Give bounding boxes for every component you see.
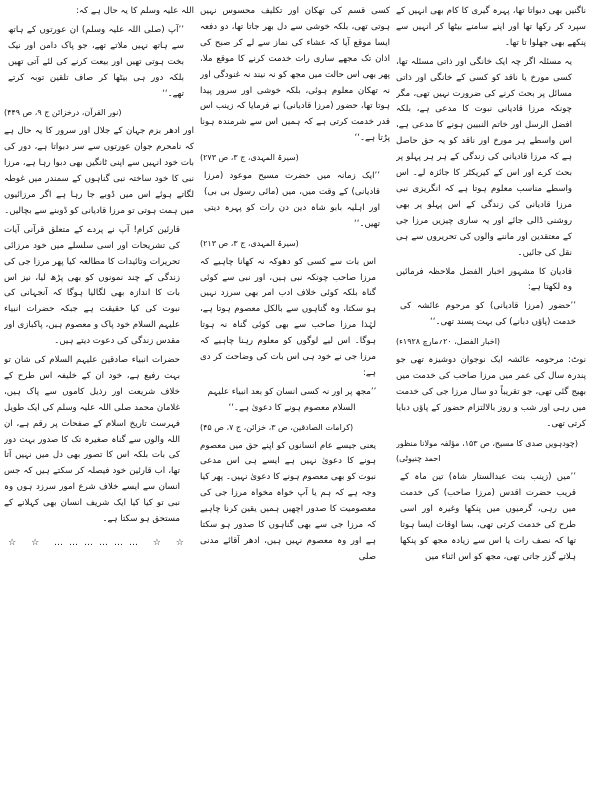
paragraph: یعنی جیسے عام انسانوں کو اپنے حق میں معصوم ہونے کا دعویٰ نہیں ہے ایسے ہی اس مدعی نبوت کو بھی معصوم ہونے کا دعویٰ نہیں۔ پھر کیا وجہ ہے کہ ہم یا آپ خواہ مخواہ مرزا جی کی معصومیت کا صدور اچھیں ہمیں یقین کرنا چاہیے کہ مرزا جی سے بھی گناہوں کا صدور ہو سکتا ہے اور وہ معصوم نہیں ہیں، ادھر آقائے مدنی صلی — [200, 440, 376, 562]
paragraph: اور ادھر بزم جہان کے جلال اور سرور کا یہ حال ہے کہ نامحرم جوان عورتوں سے سر دبواتا ہے، دور کی بات خود انہیں سے اپنی ٹانگیں بھی دبوا رہا ہے، مرزا نبی کا خود ساختہ نبی گناہوں کے سمندر میں غوطہ لگاتے ہوئے اس میں ڈوبے جا رہا ہے اگر مرزائیوں میں ہمت ہوتی تو مرزا قادیانی کو ڈوبنے سے بچالیں۔ — [4, 126, 194, 216]
column-right — [396, 4, 586, 781]
paragraph: حضرات انبیاء صادقین علیہم السلام کی شان تو بہت رفیع ہے، خود ان کے خلیفہ اس طرح کے خلاف شریعت اور رذیل کاموں سے پاک ہیں، غلامان محمد صلی اللہ علیہ وسلم کی ایک طویل فہرست تاریخ اسلام کے صفحات پر رقم ہے، ان اللہ والوں سے گناہ صغیرہ تک کا صدور بہت دور کی بات بلکہ اس کا تصور بھی دل میں نہیں آتا تھا، اب قارئین خود فیصلہ کر سکتے ہیں کہ جس انسان سے ایسے خلاف شرع امور سرزد ہوں وہ نبی تو کیا کیا ایک شریف انسان بھی کہلانے کے مستحق ہو سکتا ہے۔ — [4, 355, 180, 525]
quotation: ’’ایک زمانہ میں حضرت مسیح موعود (مرزا قادیانی) کے وقت میں، میں (مائی رسول بی بی) اور اہلیہ بابو شاہ دین دن رات کو پہرہ دیتی تھیں۔‘‘ — [204, 171, 380, 229]
reference: (سیرۃ المہدی، ج ۳، ص ۲۱۳) — [200, 238, 299, 248]
column-middle — [200, 4, 390, 781]
quotation: ’’آپ (صلی اللہ علیہ وسلم) ان عورتوں کے ہاتھ سے ہاتھ نہیں ملاتے تھے، جو پاک دامن اور نیک بخت ہوتی تھیں اور بیعت کرنے کی لئے آتی تھیں بلکہ دور ہی بیٹھا کر صاف تلقین توبہ کرتے تھے۔‘‘ — [8, 24, 184, 99]
quotation: ’’مجھ پر اور نہ کسی انسان کو بعد انبیاء علیہم السلام معصوم ہونے کا دعویٰ ہے۔‘‘ — [207, 386, 377, 413]
reference: (اخبار الفضل، ۲۰؍مارچ ۱۹۲۸ء) — [396, 337, 501, 347]
reference: (سیرۃ المہدی، ج ۳، ص ۲۷۳) — [200, 153, 299, 163]
quotation: ’’میں (زینب بنت عبدالستار شاہ) تین ماہ کے قریب حضرت اقدس (مرزا صاحب) کی خدمت میں رہی، گرمیوں میں پنکھا وغیرہ اور اسی طرح کی خدمت کرتی تھی، بسا اوقات ایسا ہوتا تھا کہ نصف رات یا اس سے زیادہ مجھ کو پنکھا ہلاتے گزر جاتی تھی، مجھ کو اس اثناء میں — [400, 472, 576, 562]
reference: (کرامات الصادقین، ص ۳، خزائن، ج ۷، ص ۴۵) — [200, 422, 354, 432]
quotation: ’’حضور (مرزا قادیانی) کو مرحوم عائشہ کی خدمت (پاؤں دبانے) کی بہت پسند تھی۔‘‘ — [400, 301, 576, 328]
paragraph: قارئین کرام! آپ نے پردے کے متعلق قرآنی آیات کی تشریحات اور اسی سلسلے میں خود مرزائی تحریرات وتائیدات کا مطالعہ کیا پھر مرزا جی کی زندگی کے چند نمونوں کو بھی پڑھ لیا، نیز اس بات کا اندازہ بھی لگالیا ہوگا کہ آنجہانی کی نبوت کی کیا حقیقت ہے جبکہ حضرات انبیاء علیہم السلام خود پاک و معصوم ہیں، پاکبازی اور مقدس زندگی کی دعوت دیتے ہیں۔ — [4, 224, 180, 347]
paragraph: قادیان کا مشہور اخبار الفضل ملاحظہ فرمائیں وہ لکھتا ہے: — [396, 266, 572, 293]
column-left — [4, 4, 194, 781]
reference: (نور القرآن، درخزائن ج ۹، ص ۴۴۹) — [4, 108, 122, 118]
paragraph: کسی قسم کی تھکان اور تکلیف محسوس نہیں ہوتی تھی، بلکہ خوشی سے دل بھر جاتا تھا، دو دفعہ ایسا موقع آیا کہ عشاء کی نماز سے لے کر صبح کی اذان تک مجھے ساری رات خدمت کرنے کا موقع ملا، پھر بھی اس حالت میں مجھ کو نہ نیند نہ غنودگی اور نہ تھکان معلوم ہوئی، بلکہ خوشی اور سرور پیدا ہوتا تھا، حضور (مرزا قادیانی) نے فرمایا کہ زینب اس قدر خدمت کرتی ہے کہ ہمیں اس سے شرمندہ ہونا پڑتا ہے۔‘‘ — [200, 6, 390, 144]
section-end-stars: ☆ ☆ ……………… ☆ ☆ — [8, 538, 190, 548]
paragraph: ناگنیں بھی دبواتا تھا، پہرہ گیری کا کام بھی انہیں کے سپرد کر رکھا تھا اور اپنے سامنے بیٹھا کر انہیں سے پنکھے بھی جھلوا تا تھا۔ — [396, 6, 586, 48]
reference: (چودہویں صدی کا مسیح، ص ۱۵۳، مؤلفہ مولانا منظور احمد چنیوٹی) — [396, 438, 578, 464]
paragraph: اس بات سے کسی کو دھوکہ نہ کھانا چاہیے کہ مرزا صاحب چونکہ نبی ہیں، اور نبی سے کوئی گناہ بلکہ کوئی خلاف ادب امر بھی سرزد نہیں ہو سکتا، وہ گناہوں سے بالکل معصوم ہوتا ہے، لہٰذا مرزا صاحب سے بھی کوئی گناہ نہ ہوتا ہوگا۔ اس لیے لوگوں کو معلوم رہنا چاہیے کہ مرزا جی نے خود ہی اس بات کی وضاحت کر دی ہے: — [200, 256, 376, 378]
paragraph: اللہ علیہ وسلم کا یہ حال ہے کہ: — [76, 6, 194, 16]
paragraph: یہ مسئلہ اگر چہ ایک خانگی اور ذاتی مسئلہ تھا، کسی مورخ یا ناقد کو کسی کے خانگی اور ذاتی مسائل پر بحث کرنے کی ضرورت نہیں تھی، مگر چونکہ مرزا قادیانی نبوت کا مدعی ہے، بلکہ افضل الرسل اور خاتم النبیین ہونے کا مدعی ہے، اس واسطے ہر مورخ اور ناقد کو یہ حق حاصل ہے کہ مرزا قادیانی کی زندگی کے ہر ہر پہلو پر بحث کرے اور اس کے کیریکٹر کا جائزہ لے۔ اس واسطے مناسب معلوم ہوتا ہے کہ انگریزی نبی مرزا قادیانی کی زندگی کے اس پہلو پر بھی روشنی ڈالی جائے اور یہ ساری چیزیں مرزا جی کے معتقدین اور ماننے والوں کی تحریروں سے ہی نقل کی جائیں۔ — [396, 56, 572, 258]
paragraph: نوٹ: مرحومہ عائشہ ایک نوجوان دوشیزہ تھی جو پندرہ سال کی عمر میں مرزا صاحب کی خدمت میں بھیج گئی تھی، جو تقریباً دو سال مرزا جی کی خدمت میں رہی اور شب و روز بالالتزام حضور کے پاؤں دبایا کرتی تھی۔ — [396, 355, 586, 429]
